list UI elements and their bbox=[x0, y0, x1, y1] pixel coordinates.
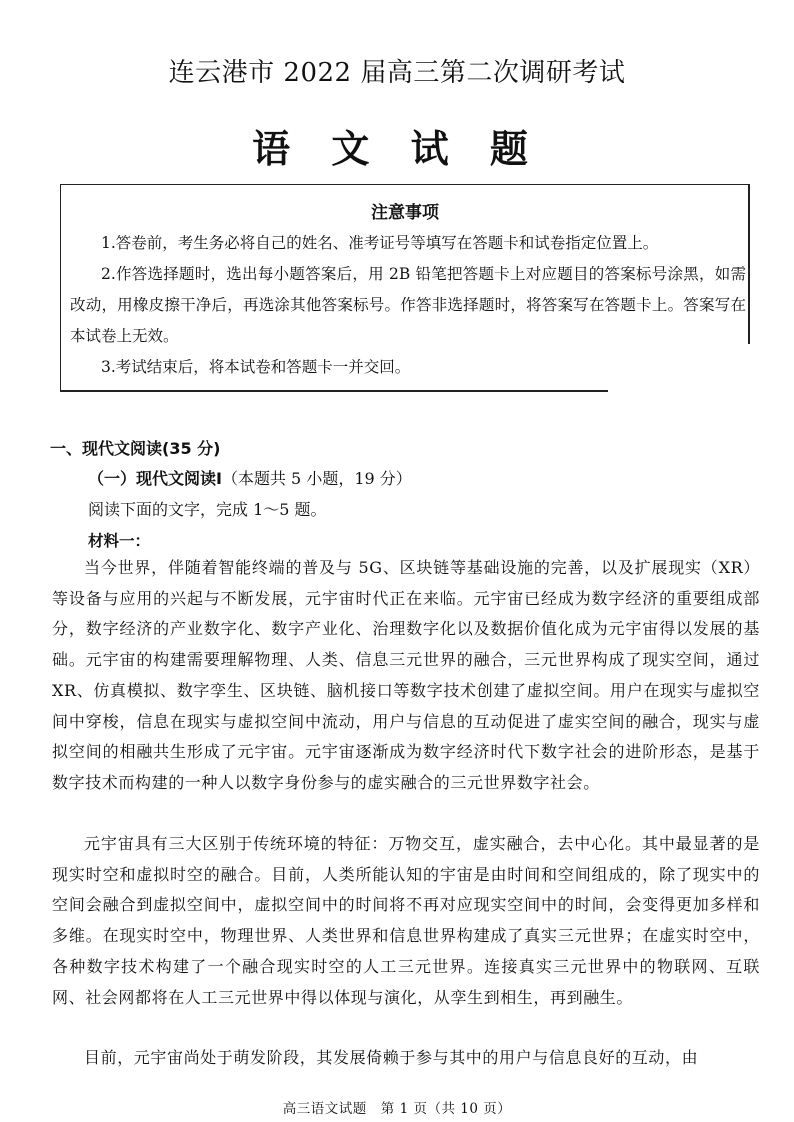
exam-title: 连云港市 2022 届高三第二次调研考试 bbox=[168, 58, 626, 88]
section-heading: 一、现代文阅读(35 分) bbox=[50, 439, 221, 458]
notice-item: 3.考试结束后，将本试卷和答题卡一并交回。 bbox=[101, 358, 411, 376]
subsection-heading bbox=[88, 466, 412, 489]
body-paragraph: 元宇宙具有三大区别于传统环境的特征：万物交互，虚实融合，去中心化。其中最显著的是现实时空和虚拟时空的融合。目前，人类所能认知的宇宙是由时间和空间组成的，除了现实中的空间会融合到虚拟空间中，虚拟空间中的时间将不再对应现实空间中的时间，会变得更加多样和多维。在现实时空中，物理世界、人类世界和信息世界构建成了真实三元世界；在虚实时空中，各种数字技术构建了一个融合现实时空的人工三元世界。连接真实三元世界中的物联网、互联网、社会网都将在人工三元世界中得以体现与演化，从孪生到相生，再到融生。 bbox=[52, 834, 760, 1007]
notice-item: 1.答卷前，考生务必将自己的姓名、准考证号等填写在答题卡和试卷指定位置上。 bbox=[101, 234, 659, 252]
notice-item: 2.作答选择题时，选出每小题答案后，用 2B 铅笔把答题卡上对应题目的答案标号涂黑，如需改动，用橡皮擦干净后，再选涂其他答案标号。作答非选择题时，将答案写在答题卡上。答案写在本试卷上无效。 bbox=[70, 265, 746, 345]
subsection-title: （一）现代文阅读Ⅰ bbox=[88, 469, 222, 488]
body-paragraph: 目前，元宇宙尚处于萌发阶段，其发展倚赖于参与其中的用户与信息良好的互动，由 bbox=[84, 1048, 699, 1067]
page-footer: 高三语文试题 第 1 页（共 10 页） bbox=[282, 1101, 512, 1117]
reading-instruction: 阅读下面的文字，完成 1～5 题。 bbox=[88, 500, 327, 519]
material-label: 材料一： bbox=[88, 532, 151, 550]
notice-heading: 注意事项 bbox=[371, 203, 439, 223]
body-paragraph: 当今世界，伴随着智能终端的普及与 5G、区块链等基础设施的完善，以及扩展现实（XR）等设备与应用的兴起与不断发展，元宇宙时代正在来临。元宇宙已经成为数字经济的重要组成部分，数字经济的产业数字化、数字产业化、治理数字化以及数据价值化成为元宇宙得以发展的基础。元宇宙的构建需要理解物理、人类、信息三元世界的融合，三元世界构成了现实空间，通过 XR、仿真模拟、数字孪生、区块链、脑机接口等数字技术创建了虚拟空间。用户在现实与虚拟空间中穿梭，信息在现实与虚拟空间中流动，用户与信息的互动促进了虚实空间的融合，现实与虚拟空间的相融共生形成了元宇宙。元宇宙逐渐成为数字经济时代下数字社会的进阶形态，是基于数字技术而构建的一种人以数字身份参与的虚实融合的三元世界数字社会。 bbox=[52, 558, 760, 792]
subsection-score: （本题共 5 小题，19 分） bbox=[221, 469, 412, 488]
subject-title: 语 文 试 题 bbox=[252, 126, 542, 171]
notice-box-bottom-border bbox=[60, 390, 608, 392]
